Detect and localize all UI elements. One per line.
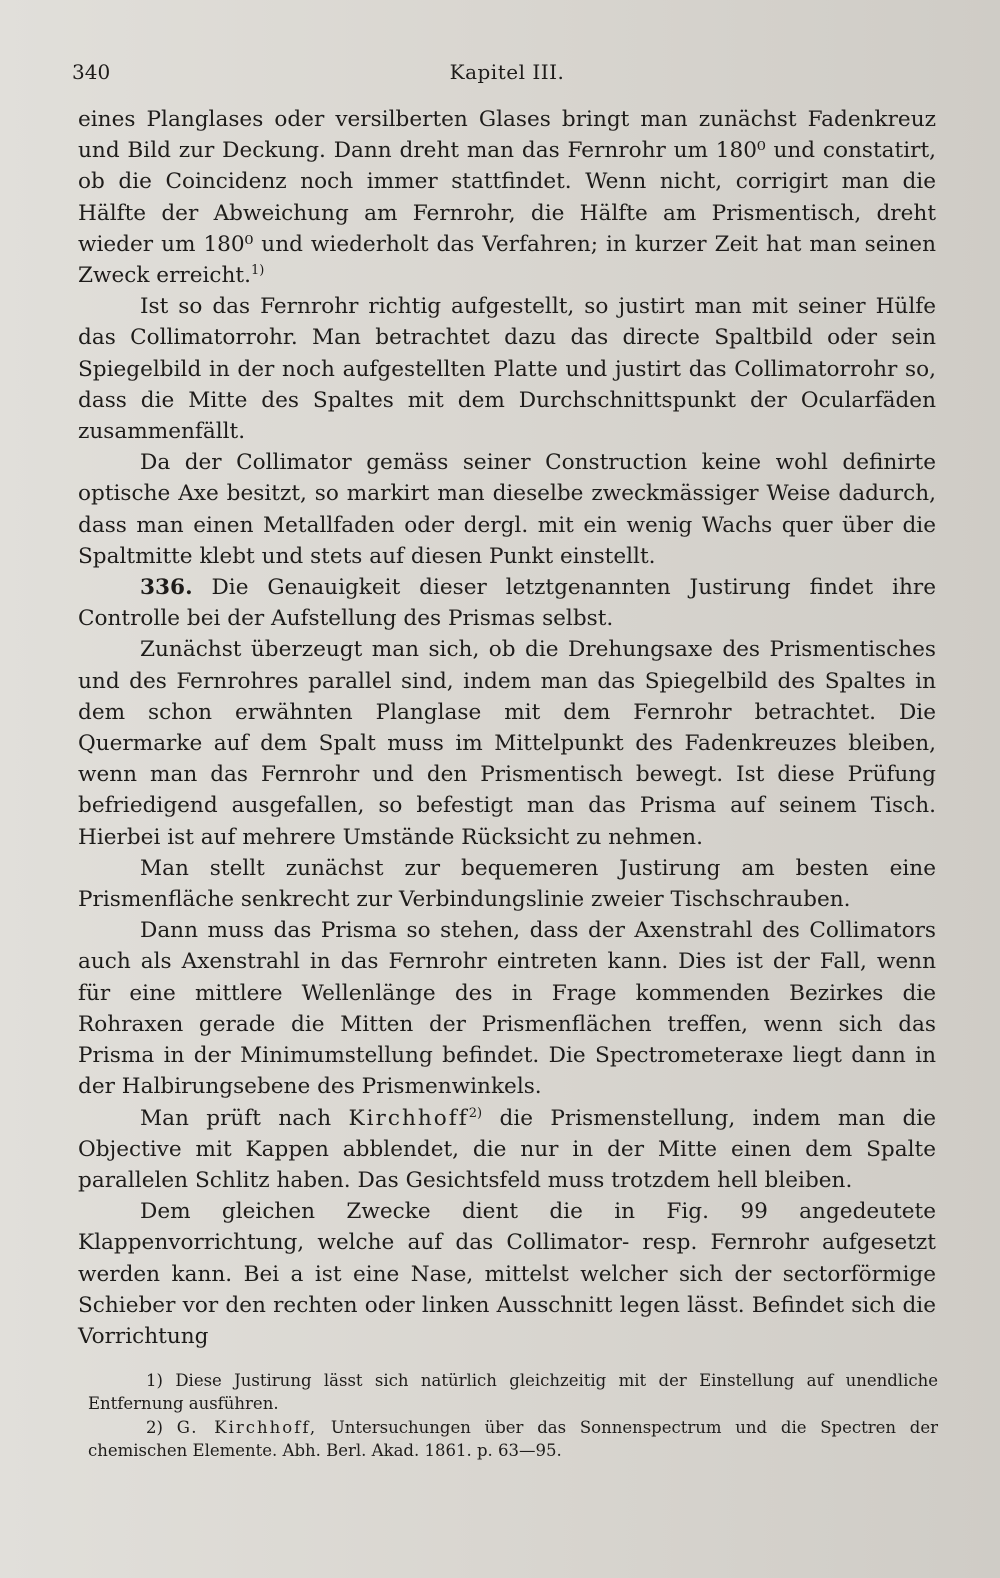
paragraph: Dann muss das Prisma so stehen, dass der Axenstrahl des Collimators auch als Axenstrahl in das Fernrohr eintreten kann. Dies ist der Fall, wenn für eine mittlere Wellenlänge des in Frage kommenden Bezirkes die Rohraxen gerade die Mitten der Prismenflächen treffen, wenn sich das Prisma in der Minimumstellung befindet. Die Spectrometeraxe liegt dann in der Halbirungsebene des Prismenwinkels.: [78, 918, 936, 1100]
paragraph: Dem gleichen Zwecke dient die in Fig. 99 angedeutete Klappenvorrichtung, welche auf das Collimator- resp. Fernrohr aufgesetzt werden kann. Bei a ist eine Nase, mittelst welcher sich der sectorförmige Schieber vor den rechten oder linken Ausschnitt legen lässt. Befindet sich die Vorrichtung: [78, 1199, 936, 1349]
footnote: 1) Diese Justirung lässt sich natürlich gleichzeitig mit der Einstellung auf unendliche Entfernung ausführen.: [88, 1371, 938, 1414]
footnote-ref: 2): [468, 1105, 483, 1121]
footnote: 2) G. Kirchhoff, Untersuchungen über das Sonnenspectrum und die Spectren der chemischen Elemente. Abh. Berl. Akad. 1861. p. 63—95.: [88, 1417, 938, 1461]
running-title: Kapitel III.: [449, 60, 565, 84]
footnotes: [88, 1369, 938, 1463]
footnote-ref: 1): [250, 263, 265, 279]
page-header: [72, 60, 942, 90]
paragraph: Zunächst überzeugt man sich, ob die Drehungsaxe des Prismentisches und des Fernrohres parallel sind, indem man das Spiegelbild des Spaltes in dem schon erwähnten Planglase mit dem Fernrohr betrachtet. Die Quermarke auf dem Spalt muss im Mittelpunkt des Fadenkreuzes bleiben, wenn man das Fernrohr und den Prismentisch bewegt. Ist diese Prüfung befriedigend ausgefallen, so befestigt man das Prisma auf seinem Tisch. Hierbei ist auf mehrere Umstände Rücksicht zu nehmen.: [78, 637, 936, 850]
paragraph: Da der Collimator gemäss seiner Construction keine wohl definirte optische Axe besitzt, so markirt man dieselbe zweckmässiger Weise dadurch, dass man einen Metallfaden oder dergl. mit ein wenig Wachs quer über die Spaltmitte klebt und stets auf diesen Punkt einstellt.: [78, 450, 936, 569]
paragraph: eines Planglases oder versilberten Glases bringt man zunächst Fadenkreuz und Bild zur Deckung. Dann dreht man das Fernrohr um 180⁰ und constatirt, ob die Coincidenz noch immer stattfindet. Wenn nicht, corrigirt man die Hälfte der Abweichung am Fernrohr, die Hälfte am Prismentisch, dreht wieder um 180⁰ und wiederholt das Verfahren; in kurzer Zeit hat man seinen Zweck erreicht.$^{1)}$: [78, 107, 936, 289]
section-number: 336.: [140, 575, 193, 601]
paragraph: Ist so das Fernrohr richtig aufgestellt, so justirt man mit seiner Hülfe das Collimatorrohr. Man betrachtet dazu das directe Spaltbild oder sein Spiegelbild in der noch aufgestellten Platte und justirt das Collimatorrohr so, dass die Mitte des Spaltes mit dem Durchschnittspunkt der Ocularfäden zusammenfällt.: [78, 294, 936, 445]
body-text: [78, 104, 936, 1352]
footnote-marker: 1): [146, 1371, 163, 1390]
paragraph: Man stellt zunächst zur bequemeren Justirung am besten eine Prismenfläche senkrecht zur Verbindungslinie zweier Tischschrauben.: [78, 855, 936, 913]
footnote-marker: 2): [146, 1417, 163, 1437]
footnote-author: G. Kirchhoff,: [176, 1417, 318, 1437]
section-paragraph: 336. Die Genauigkeit dieser letztgenannten Justirung findet ihre Controlle bei der Aufstellung des Prismas selbst.: [78, 575, 936, 632]
page-number: 340: [72, 60, 111, 84]
author-name: Kirchhoff: [348, 1105, 469, 1131]
paragraph: Man prüft nach Kirchhoff$^{2)}$ die Prismenstellung, indem man die Objective mit Kappen abblendet, die nur in der Mitte einen dem Spalte parallelen Schlitz haben. Das Gesichtsfeld muss trotzdem hell bleiben.: [78, 1105, 936, 1193]
